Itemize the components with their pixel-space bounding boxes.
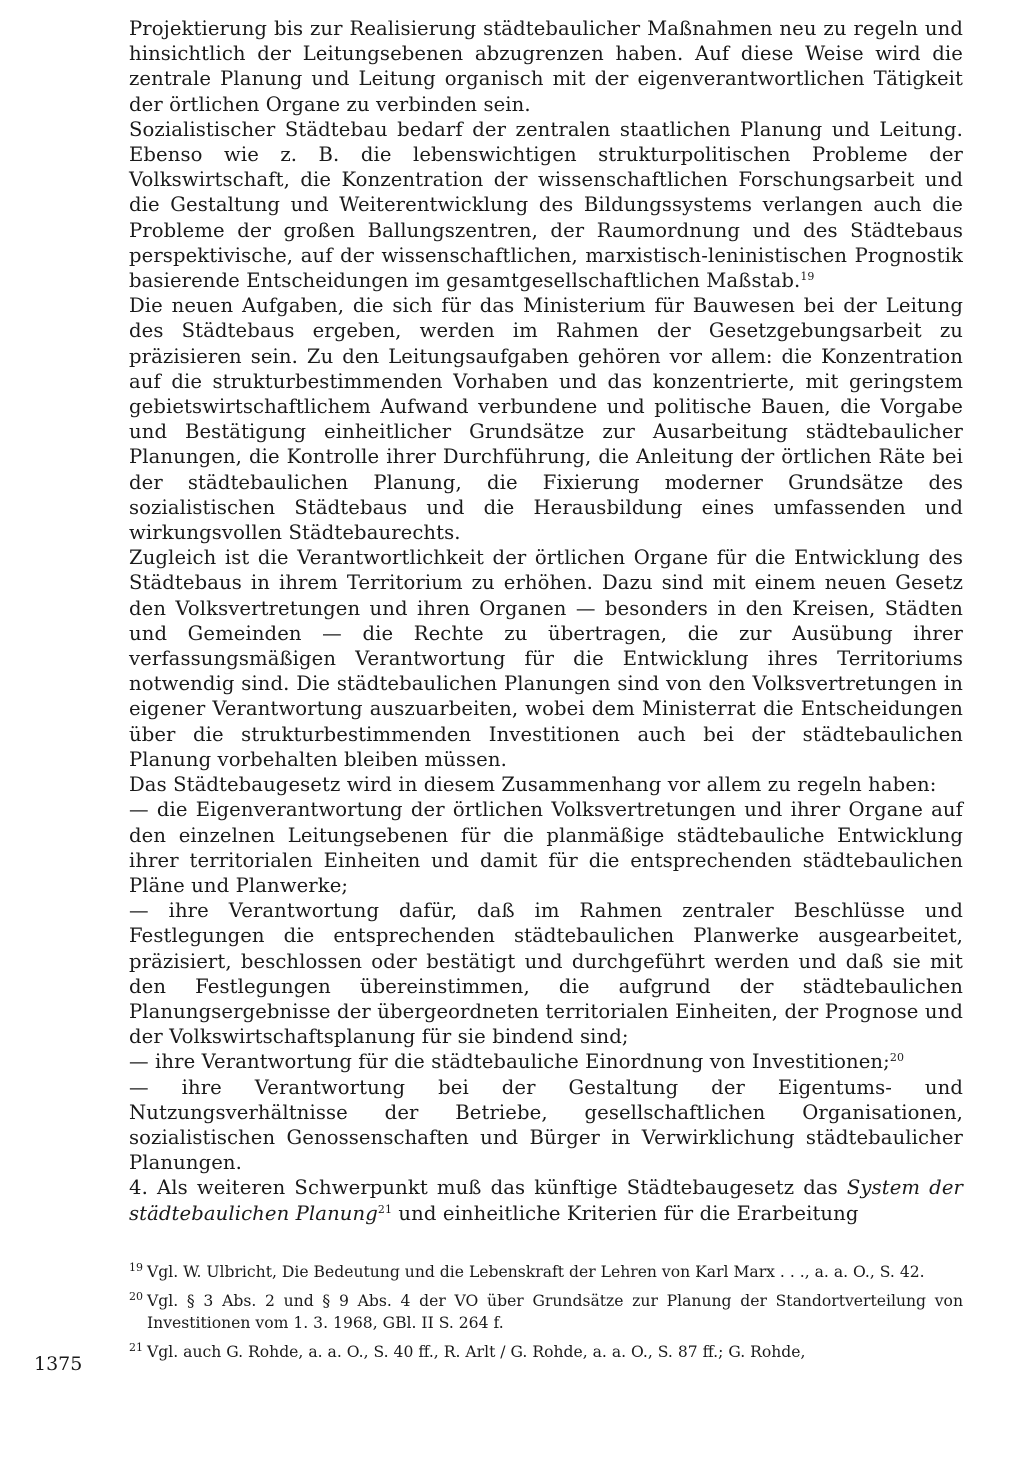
- page-number: 1375: [34, 1353, 83, 1375]
- body-text: [129, 16, 963, 1226]
- list-item-text: — die Eigenverantwortung der örtlichen Volksvertretungen und ihrer Organe auf den einzelnen Leitungsebenen für die planmäßige städtebauliche Entwicklung ihrer territorialen Einheiten und damit für die entsprechenden städtebaulichen Pläne und Planwerke;: [129, 798, 963, 897]
- paragraph-text: Das Städtebaugesetz wird in diesem Zusammenhang vor allem zu regeln haben:: [129, 773, 937, 797]
- footnote-mark: 19: [129, 1261, 143, 1274]
- paragraph-text: 4. Als weiteren Schwerpunkt muß das künftige Städtebaugesetz das: [129, 1176, 847, 1200]
- footnote-ref-21: 21: [377, 1202, 393, 1216]
- list-item-1: [129, 797, 963, 898]
- emphasis-text: System der städtebaulichen Planung: [129, 1176, 963, 1225]
- footnote-19: [129, 1262, 963, 1283]
- paragraph-1: [129, 16, 963, 117]
- footnote-21: [129, 1342, 963, 1363]
- footnotes: [129, 1262, 963, 1372]
- list-item-text: — ihre Verantwortung für die städtebauliche Einordnung von Investitionen;: [129, 1050, 890, 1074]
- list-item-4: [129, 1075, 963, 1176]
- footnote-text: Vgl. auch G. Rohde, a. a. O., S. 40 ff., R. Arlt / G. Rohde, a. a. O., S. 87 ff.; G. Rohde,: [147, 1343, 806, 1362]
- paragraph-text: Zugleich ist die Verantwortlichkeit der örtlichen Organe für die Entwicklung des Städtebaus in ihrem Territorium zu erhöhen. Dazu sind mit einem neuen Gesetz den Volksvertretungen und ihren Organen — besonders in den Kreisen, Städten und Gemeinden — die Rechte zu übertragen, die zur Ausübung ihrer verfassungsmäßigen Verantwortung für die Entwicklung ihres Territoriums notwendig sind. Die städtebaulichen Planungen sind von den Volksvertretungen in eigener Verantwortung auszuarbeiten, wobei dem Ministerrat die Entscheidungen über die strukturbestimmenden Investitionen auch bei der städtebaulichen Planung vorbehalten bleiben müssen.: [129, 546, 963, 771]
- paragraph-text: Projektierung bis zur Realisierung städtebaulicher Maßnahmen neu zu regeln und hinsichtlich der Leitungsebenen abzugrenzen haben. Auf diese Weise wird die zentrale Planung und Leitung organisch mit der eigenverantwortlichen Tätigkeit der örtlichen Organe zu verbinden sein.: [129, 17, 963, 116]
- footnote-mark: 21: [129, 1341, 143, 1355]
- list-item-2: [129, 898, 963, 1049]
- paragraph-6: [129, 1175, 963, 1225]
- paragraph-text: und einheitliche Kriterien für die Erarbeitung: [392, 1201, 859, 1225]
- footnote-ref-20: 20: [889, 1051, 905, 1065]
- paragraph-4: [129, 545, 963, 772]
- footnote-mark: 20: [129, 1290, 143, 1304]
- paragraph-text: Die neuen Aufgaben, die sich für das Ministerium für Bauwesen bei der Leitung des Städtebaus ergeben, werden im Rahmen der Gesetzgebungsarbeit zu präzisieren sein. Zu den Leitungsaufgaben gehören vor allem: die Konzentration auf die strukturbestimmenden Vorhaben und das konzentrierte, mit geringstem gebietswirtschaftlichem Aufwand verbundene und politische Bauen, die Vorgabe und Bestätigung einheitlicher Grundsätze zur Ausarbeitung städtebaulicher Planungen, die Kontrolle ihrer Durchführung, die Anleitung der örtlichen Räte bei der städtebaulichen Planung, die Fixierung moderner Grundsätze des sozialistischen Städtebaus und die Herausbildung eines umfassenden und wirkungsvollen Städtebaurechts.: [129, 294, 963, 545]
- footnote-20: [129, 1291, 963, 1334]
- list-item-3: [129, 1049, 963, 1074]
- paragraph-3: [129, 293, 963, 545]
- list-item-text: — ihre Verantwortung dafür, daß im Rahmen zentraler Beschlüsse und Festlegungen die entsprechenden städtebaulichen Planwerke ausgearbeitet, präzisiert, beschlossen oder bestätigt und durchgeführt werden und daß sie mit den Festlegungen übereinstimmen, die aufgrund der städtebaulichen Planungsergebnisse der übergeordneten territorialen Einheiten, der Prognose und der Volkswirtschaftsplanung für sie bindend sind;: [129, 899, 963, 1049]
- paragraph-5: [129, 772, 963, 797]
- footnote-text: Vgl. W. Ulbricht, Die Bedeutung und die Lebenskraft der Lehren von Karl Marx . . ., a. a. O., S. 42.: [147, 1263, 925, 1281]
- footnote-ref-19: 19: [800, 270, 815, 284]
- footnote-text: Vgl. § 3 Abs. 2 und § 9 Abs. 4 der VO über Grundsätze zur Planung der Standortverteilung von Investitionen vom 1. 3. 1968, GBl. II S. 264 f.: [147, 1292, 963, 1332]
- paragraph-text: Sozialistischer Städtebau bedarf der zentralen staatlichen Planung und Leitung. Ebenso wie z. B. die lebenswichtigen strukturpolitischen Probleme der Volkswirtschaft, die Konzentration der wissenschaftlichen Forschungsarbeit und die Gestaltung und Weiterentwicklung des Bildungssystems verlangen auch die Probleme der großen Ballungszentren, der Raumordnung und des Städtebaus perspektivische, auf der wissenschaftlichen, marxistisch-leninistischen Prognostik basierende Entscheidungen im gesamtgesellschaftlichen Maßstab.: [129, 117, 963, 293]
- paragraph-2: [129, 117, 963, 293]
- list-item-text: — ihre Verantwortung bei der Gestaltung der Eigentums- und Nutzungsverhältnisse der Betriebe, gesellschaftlichen Organisationen, sozialistischen Genossenschaften und Bürger in Verwirklichung städtebaulicher Planungen.: [129, 1075, 963, 1175]
